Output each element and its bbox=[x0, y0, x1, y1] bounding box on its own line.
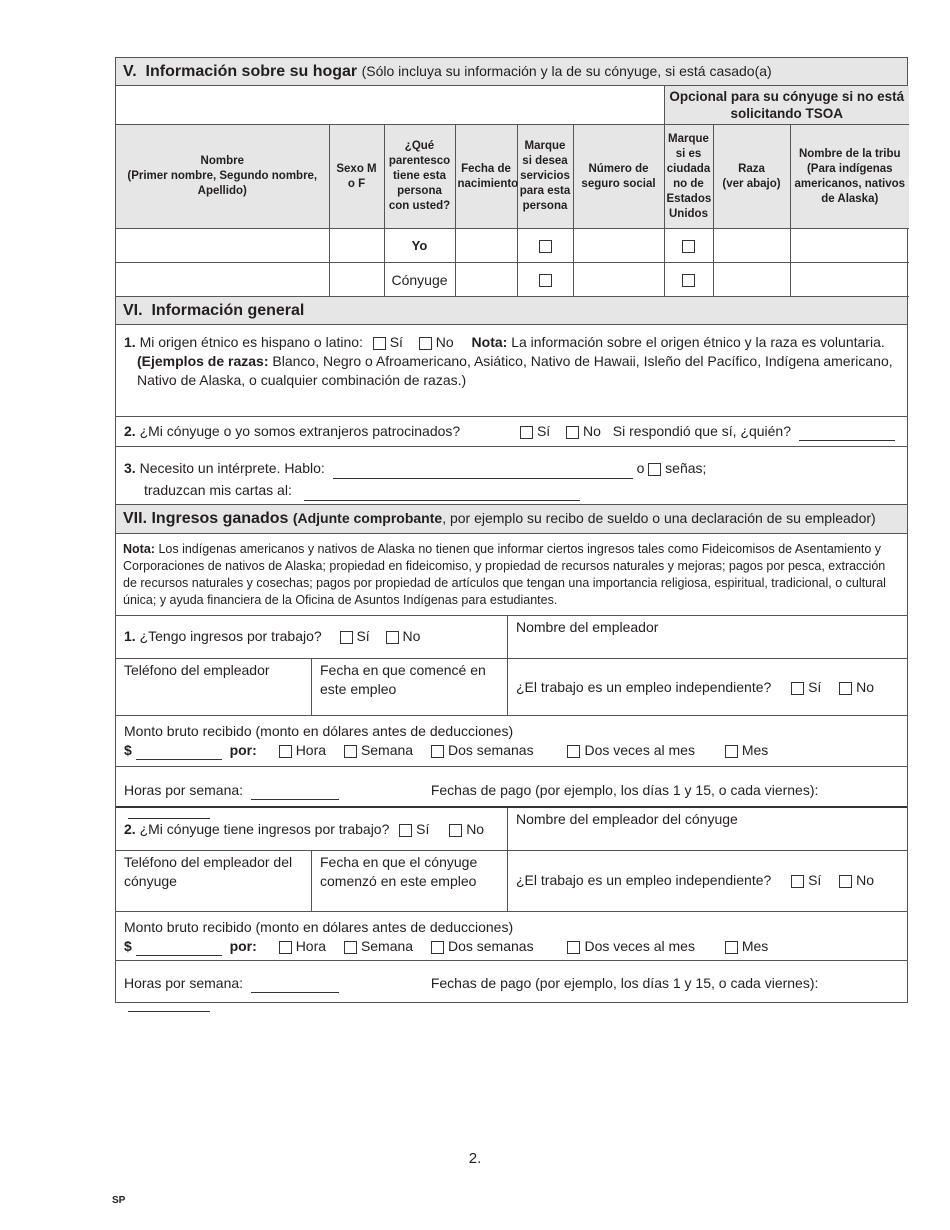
income-note-text: Los indígenas americanos y nativos de Alaska no tienen que informar ciertos ingresos tales como Fideicomisos de Asentamiento y Corporaciones de nativos de Alaska; propiedad en fideicomiso, y propiedad de recursos naturales y mejoras; pagos por pesca, extracción de recursos naturales y cosechas; pagos por propiedad de artículos que tengan una importancia religiosa, espiritual, tradicional, o cultural única; y ayuda financiera de la Oficina de Asuntos Indígenas para estudiantes. bbox=[123, 542, 886, 607]
spouse-employer-row bbox=[116, 851, 907, 912]
q3-text: Necesito un intérprete. Hablo: bbox=[139, 460, 325, 476]
section-v-subtitle: (Sólo incluya su información y la de su cónyuge, si está casado(a) bbox=[361, 63, 772, 79]
race-field[interactable] bbox=[713, 229, 790, 263]
interpreter-language-field[interactable] bbox=[333, 464, 633, 479]
sponsored-yes-checkbox[interactable] bbox=[520, 426, 533, 439]
spouse-gross-amount-field[interactable] bbox=[136, 941, 222, 956]
sponsored-no-label: No bbox=[582, 423, 601, 439]
col-relation: ¿Qué parentesco tiene esta persona con usted? bbox=[384, 125, 455, 229]
applicant-hours-row bbox=[116, 767, 907, 808]
col-services: Marque si desea servicios para esta persona bbox=[517, 125, 573, 229]
applicant-income-question bbox=[116, 616, 508, 658]
services-checkbox-cell bbox=[517, 263, 573, 297]
spouse-hours-row bbox=[116, 961, 907, 1003]
col-sex: Sexo M o F bbox=[329, 125, 384, 229]
spouse-self-employed-no-checkbox[interactable] bbox=[839, 875, 852, 888]
spouse-self-employed-no-label: No bbox=[856, 872, 874, 888]
spouse-self-employed-yes-label: Sí bbox=[808, 872, 822, 888]
col-citizen: Marque si es ciudada no de Estados Unidos bbox=[664, 125, 713, 229]
applicant-gross-row bbox=[116, 716, 907, 767]
citizen-checkbox[interactable] bbox=[682, 240, 695, 253]
spouse-period-biweekly-checkbox[interactable] bbox=[431, 941, 444, 954]
relation-self: Yo bbox=[384, 229, 455, 263]
form-code: SP bbox=[112, 1195, 126, 1206]
paydates-label: Fechas de pago (por ejemplo, los días 1 y 15, o cada viernes): bbox=[430, 782, 819, 798]
section-v-number: V. bbox=[123, 63, 137, 80]
q3-number: 3. bbox=[124, 460, 136, 476]
period-hour-label: Hora bbox=[295, 742, 327, 758]
spouse-period-semimonthly-checkbox[interactable] bbox=[567, 941, 580, 954]
period-week-label: Semana bbox=[360, 742, 414, 758]
name-field[interactable] bbox=[116, 263, 329, 297]
citizen-checkbox-cell bbox=[664, 263, 713, 297]
applicant-employer-row bbox=[116, 659, 907, 716]
sex-field[interactable] bbox=[329, 263, 384, 297]
income-q2-number: 2. bbox=[124, 821, 136, 837]
sponsored-no-checkbox[interactable] bbox=[566, 426, 579, 439]
col-tribe: Nombre de la tribu (Para indígenas americanos, nativos de Alaska) bbox=[790, 125, 909, 229]
hours-field[interactable] bbox=[251, 785, 339, 800]
spouse-paydates-field[interactable] bbox=[128, 997, 210, 1012]
spouse-per-label: por: bbox=[229, 938, 257, 954]
section-vi-title: Información general bbox=[151, 302, 305, 319]
q2-number: 2. bbox=[124, 423, 136, 439]
spouse-employer-phone-field[interactable] bbox=[116, 851, 312, 911]
col-ssn: Número de seguro social bbox=[573, 125, 664, 229]
spouse-income-question bbox=[116, 808, 508, 850]
section-vi-number: VI. bbox=[123, 302, 143, 319]
spouse-self-employed-label: ¿El trabajo es un empleo independiente? bbox=[516, 872, 772, 888]
income-note-label: Nota: bbox=[123, 542, 155, 556]
section-v-title: Información sobre su hogar bbox=[145, 63, 358, 80]
start-date-field[interactable] bbox=[312, 659, 508, 715]
self-employed-no-label: No bbox=[856, 679, 874, 695]
sex-field[interactable] bbox=[329, 229, 384, 263]
spouse-period-semimonthly-label: Dos veces al mes bbox=[584, 938, 695, 954]
period-biweekly-checkbox[interactable] bbox=[431, 745, 444, 758]
spouse-income-yes-checkbox[interactable] bbox=[399, 824, 412, 837]
spouse-income-no-checkbox[interactable] bbox=[449, 824, 462, 837]
spouse-income-no-label: No bbox=[466, 821, 485, 837]
col-name: Nombre (Primer nombre, Segundo nombre, Apellido) bbox=[116, 125, 329, 229]
sponsored-who-label: Si respondió que sí, ¿quién? bbox=[612, 423, 792, 439]
form bbox=[115, 57, 908, 1003]
section-v-header bbox=[116, 58, 907, 86]
interpreter-question bbox=[116, 447, 907, 505]
section-vii-title: Ingresos ganados bbox=[151, 510, 289, 527]
income-note bbox=[116, 534, 907, 616]
spouse-gross-row bbox=[116, 912, 907, 961]
ethnicity-question bbox=[116, 325, 907, 417]
section-vii-header bbox=[116, 505, 907, 534]
tribe-field[interactable] bbox=[790, 229, 909, 263]
start-date-label: Fecha en que comencé en este empleo bbox=[320, 662, 486, 697]
spouse-hours-field[interactable] bbox=[251, 978, 339, 993]
examples-text: Blanco, Negro o Afroamericano, Asiático, Nativo de Hawaii, Isleño del Pacífico, Indígena americano, Nativo de Alaska, o cualquier combinación de razas.) bbox=[137, 353, 893, 388]
work-income-no-checkbox[interactable] bbox=[386, 631, 399, 644]
spouse-period-month-checkbox[interactable] bbox=[725, 941, 738, 954]
letters-language-label: traduzcan mis cartas al: bbox=[144, 482, 292, 498]
q1-number: 1. bbox=[124, 334, 136, 350]
hispanic-no-checkbox[interactable] bbox=[419, 337, 432, 350]
employer-name-label: Nombre del empleador bbox=[516, 619, 659, 635]
spouse-self-employed-question bbox=[508, 851, 907, 911]
col-race: Raza (ver abajo) bbox=[713, 125, 790, 229]
work-income-yes-label: Sí bbox=[356, 628, 370, 644]
spouse-period-hour-checkbox[interactable] bbox=[279, 941, 292, 954]
relation-spouse: Cónyuge bbox=[384, 263, 455, 297]
spouse-period-week-checkbox[interactable] bbox=[344, 941, 357, 954]
note-label: Nota: bbox=[471, 334, 508, 350]
spouse-period-month-label: Mes bbox=[741, 938, 769, 954]
spouse-employer-name-label: Nombre del empleador del cónyuge bbox=[516, 811, 738, 827]
gross-label: Monto bruto recibido (monto en dólares antes de deducciones) bbox=[124, 723, 514, 739]
examples-label: (Ejemplos de razas: bbox=[137, 353, 269, 369]
tribe-field[interactable] bbox=[790, 263, 909, 297]
services-checkbox[interactable] bbox=[539, 240, 552, 253]
spouse-period-hour-label: Hora bbox=[295, 938, 327, 954]
employer-name-field[interactable] bbox=[508, 616, 907, 658]
income-q2-text: ¿Mi cónyuge tiene ingresos por trabajo? bbox=[139, 821, 390, 837]
income-q1-number: 1. bbox=[124, 628, 136, 644]
work-income-no-label: No bbox=[402, 628, 421, 644]
name-field[interactable] bbox=[116, 229, 329, 263]
optional-spouse-header: Opcional para su cónyuge si no está solicitando TSOA bbox=[664, 86, 909, 125]
dob-field[interactable] bbox=[455, 263, 517, 297]
dob-field[interactable] bbox=[455, 229, 517, 263]
dollar-sign: $ bbox=[124, 742, 132, 758]
per-label: por: bbox=[229, 742, 257, 758]
attach-proof: (Adjunte comprobante bbox=[292, 510, 443, 526]
applicant-income-row bbox=[116, 616, 907, 659]
spouse-self-employed-yes-checkbox[interactable] bbox=[791, 875, 804, 888]
household-table bbox=[116, 86, 909, 297]
spouse-paydates-label: Fechas de pago (por ejemplo, los días 1 y 15, o cada viernes): bbox=[430, 975, 819, 991]
spouse-period-week-label: Semana bbox=[360, 938, 414, 954]
citizen-checkbox[interactable] bbox=[682, 274, 695, 287]
spouse-employer-name-field[interactable] bbox=[508, 808, 907, 850]
spouse-income-yes-label: Sí bbox=[416, 821, 430, 837]
services-checkbox-cell bbox=[517, 229, 573, 263]
period-month-label: Mes bbox=[741, 742, 769, 758]
employer-phone-label: Teléfono del empleador bbox=[124, 662, 270, 678]
period-month-checkbox[interactable] bbox=[725, 745, 738, 758]
period-biweekly-label: Dos semanas bbox=[447, 742, 534, 758]
table-row bbox=[116, 229, 909, 263]
self-employed-question bbox=[508, 659, 907, 715]
q3-or: o bbox=[636, 460, 645, 476]
period-week-checkbox[interactable] bbox=[344, 745, 357, 758]
col-dob: Fecha de nacimiento bbox=[455, 125, 517, 229]
table-row bbox=[116, 263, 909, 297]
income-q1-text: ¿Tengo ingresos por trabajo? bbox=[139, 628, 322, 644]
period-semimonthly-label: Dos veces al mes bbox=[584, 742, 695, 758]
hispanic-yes-checkbox[interactable] bbox=[373, 337, 386, 350]
attach-proof-rest: , por ejemplo su recibo de sueldo o una declaración de su empleador) bbox=[442, 510, 876, 526]
employer-phone-field[interactable] bbox=[116, 659, 312, 715]
spouse-start-date-label: Fecha en que el cónyuge comenzó en este empleo bbox=[320, 854, 478, 889]
spouse-period-biweekly-label: Dos semanas bbox=[447, 938, 534, 954]
ssn-field[interactable] bbox=[573, 263, 664, 297]
spouse-hours-label: Horas por semana: bbox=[124, 975, 244, 991]
spouse-gross-label: Monto bruto recibido (monto en dólares antes de deducciones) bbox=[124, 919, 514, 935]
hispanic-no-label: No bbox=[435, 334, 454, 350]
sign-language-checkbox[interactable] bbox=[648, 463, 661, 476]
letters-language-field[interactable] bbox=[304, 486, 580, 501]
spouse-income-row bbox=[116, 808, 907, 851]
sponsored-who-field[interactable] bbox=[799, 426, 895, 441]
sponsored-yes-label: Sí bbox=[536, 423, 551, 439]
section-vii-number: VII. bbox=[123, 510, 148, 527]
spouse-employer-phone-label: Teléfono del empleador del cónyuge bbox=[124, 854, 293, 889]
work-income-yes-checkbox[interactable] bbox=[340, 631, 353, 644]
sponsored-question bbox=[116, 417, 907, 447]
gross-amount-field[interactable] bbox=[136, 745, 222, 760]
self-employed-no-checkbox[interactable] bbox=[839, 682, 852, 695]
period-hour-checkbox[interactable] bbox=[279, 745, 292, 758]
self-employed-yes-checkbox[interactable] bbox=[791, 682, 804, 695]
blank-header-cell bbox=[116, 86, 664, 125]
hispanic-yes-label: Sí bbox=[389, 334, 403, 350]
note-text: La información sobre el origen étnico y la raza es voluntaria. bbox=[511, 334, 885, 350]
race-field[interactable] bbox=[713, 263, 790, 297]
services-checkbox[interactable] bbox=[539, 274, 552, 287]
period-semimonthly-checkbox[interactable] bbox=[567, 745, 580, 758]
sign-language-label: señas; bbox=[665, 460, 707, 476]
page-number: 2. bbox=[468, 1150, 482, 1167]
hours-label: Horas por semana: bbox=[124, 782, 244, 798]
self-employed-label: ¿El trabajo es un empleo independiente? bbox=[516, 679, 772, 695]
self-employed-yes-label: Sí bbox=[808, 679, 822, 695]
citizen-checkbox-cell bbox=[664, 229, 713, 263]
spouse-dollar-sign: $ bbox=[124, 938, 132, 954]
section-vi-header bbox=[116, 297, 907, 325]
q2-text: ¿Mi cónyuge o yo somos extranjeros patrocinados? bbox=[139, 423, 461, 439]
spouse-start-date-field[interactable] bbox=[312, 851, 508, 911]
ssn-field[interactable] bbox=[573, 229, 664, 263]
q1-text: Mi origen étnico es hispano o latino: bbox=[139, 334, 363, 350]
